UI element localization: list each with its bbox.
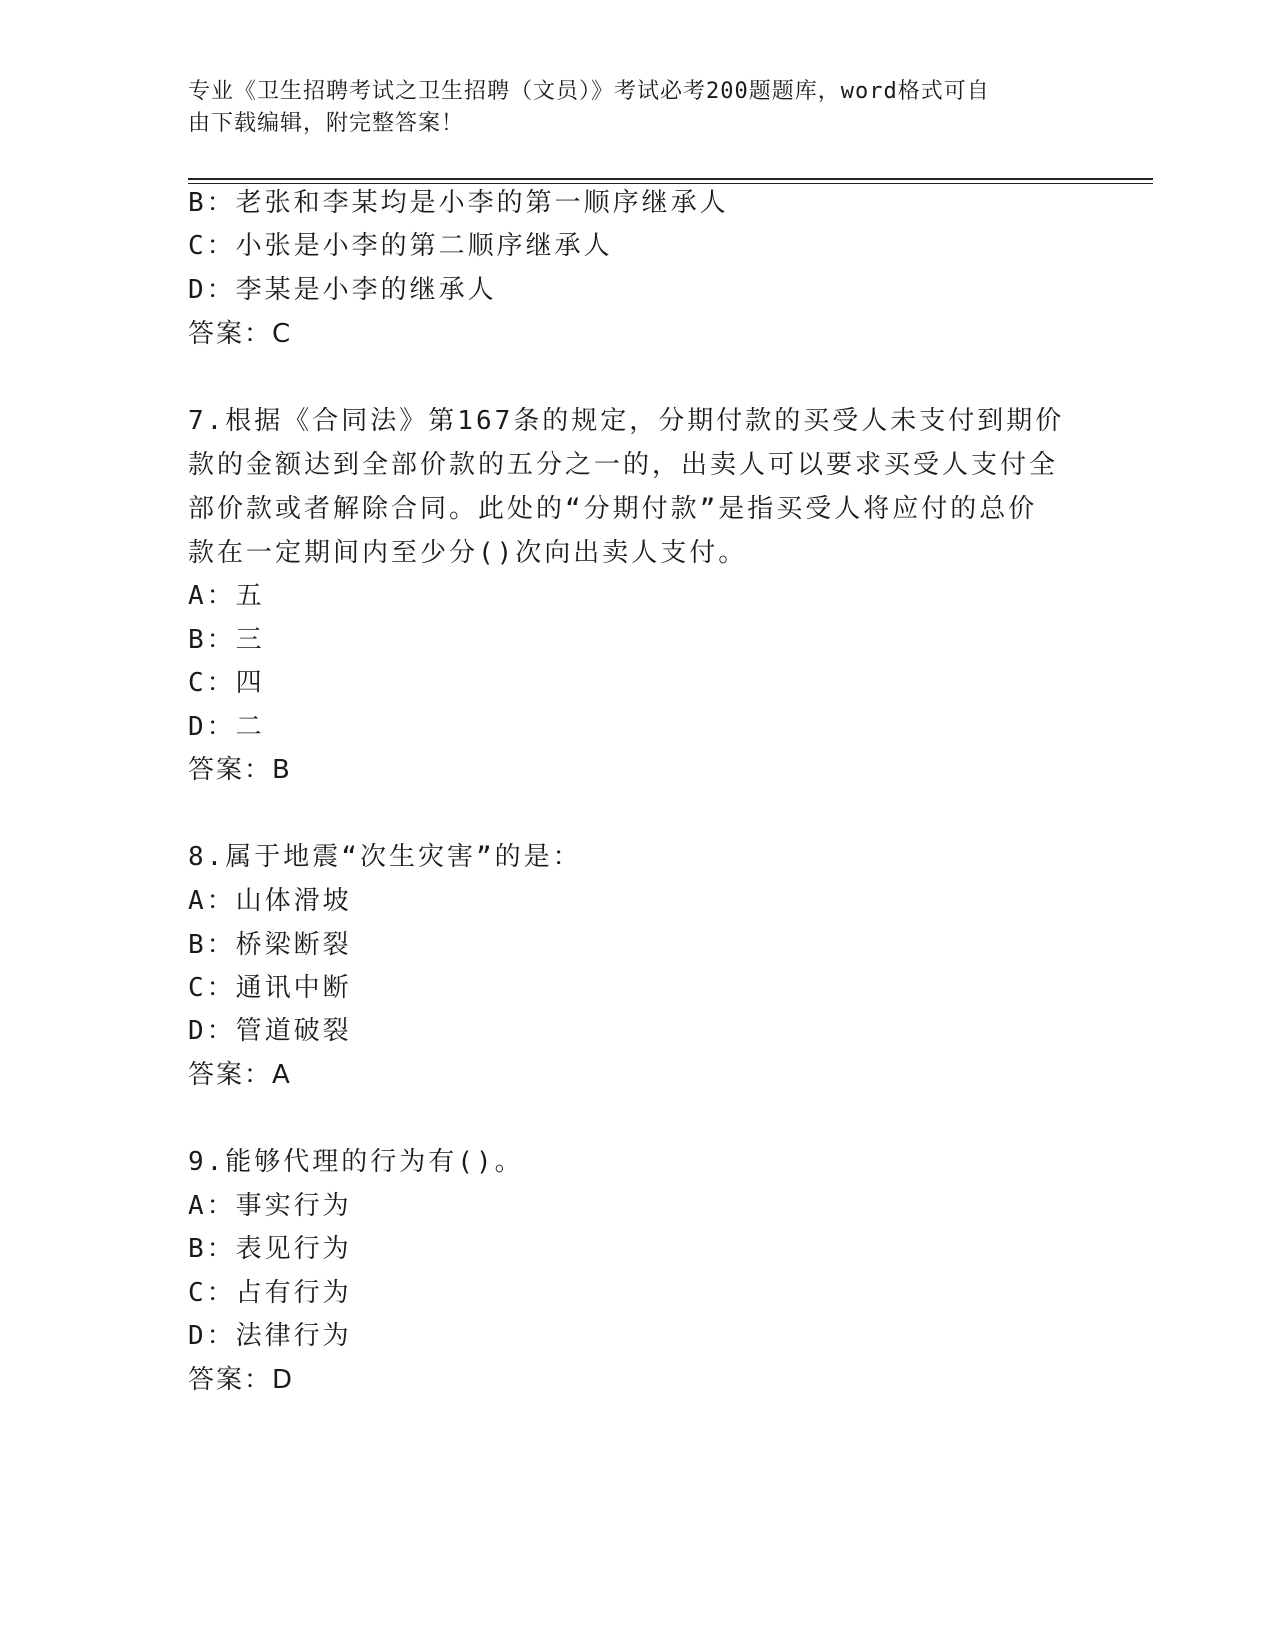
option-b: B：老张和李某均是小李的第一顺序继承人 [188,188,729,218]
option-a: A：五 [188,581,265,611]
option-b: B：桥梁断裂 [188,930,352,960]
option-d: D：法律行为 [188,1321,352,1351]
question-7-line-1: 7.根据《合同法》第167条的规定，分期付款的买受人未支付到期价 [188,406,1065,436]
option-c: C：小张是小李的第二顺序继承人 [188,231,613,261]
option-b: B：表见行为 [188,1234,352,1264]
option-a: A：事实行为 [188,1191,352,1221]
answer: 答案：D [188,1365,295,1395]
option-c: C：占有行为 [188,1278,352,1308]
question-7-line-4: 款在一定期间内至少分()次向出卖人支付。 [188,538,748,568]
question-8-text: 8.属于地震“次生灾害”的是： [188,842,582,872]
header-rule-thin [188,183,1153,184]
option-c: C：四 [188,668,265,698]
header-line-1: 专业《卫生招聘考试之卫生招聘（文员）》考试必考200题题库，word格式可自 [188,79,990,104]
option-d: D：管道破裂 [188,1016,352,1046]
header-rule-thick [188,178,1153,180]
answer: 答案：B [188,755,292,785]
option-d: D：二 [188,712,265,742]
question-7-line-3: 部价款或者解除合同。此处的“分期付款”是指买受人将应付的总价 [188,494,1038,524]
option-c: C：通讯中断 [188,973,352,1003]
question-7-line-2: 款的金额达到全部价款的五分之一的，出卖人可以要求买受人支付全 [188,450,1059,480]
answer: 答案：C [188,319,293,349]
document-header [188,76,1068,140]
header-line-2: 由下载编辑，附完整答案！ [188,111,465,136]
answer: 答案：A [188,1060,292,1090]
option-b: B：三 [188,625,265,655]
option-a: A：山体滑坡 [188,886,352,916]
option-d: D：李某是小李的继承人 [188,275,497,305]
question-9-text: 9.能够代理的行为有()。 [188,1147,524,1177]
